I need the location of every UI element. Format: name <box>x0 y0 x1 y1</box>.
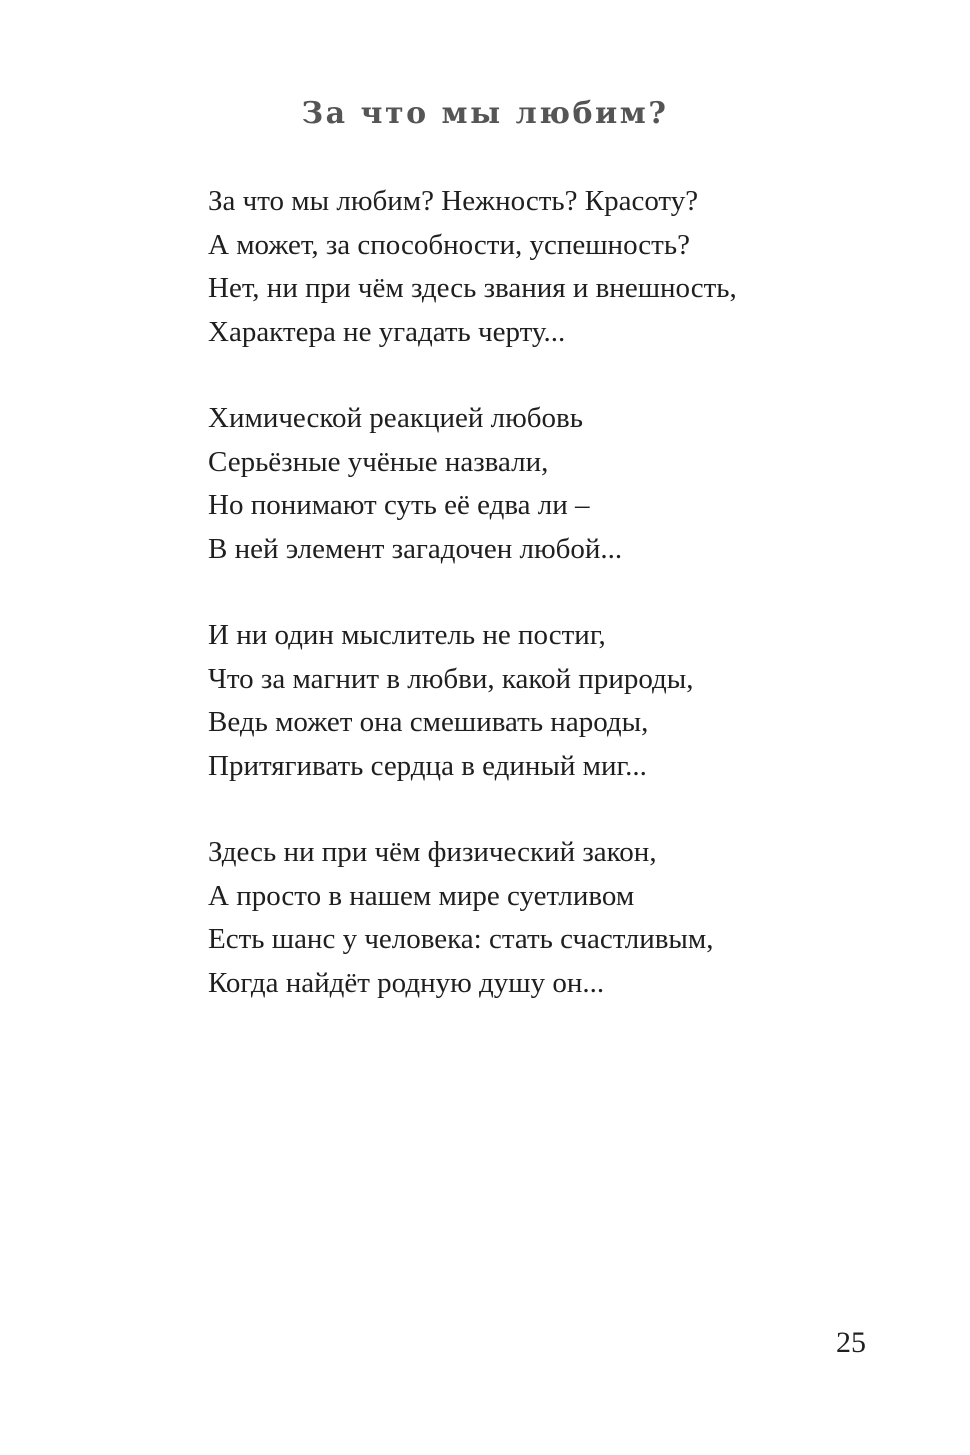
poem-line: Есть шанс у человека: стать счастливым, <box>208 923 714 955</box>
poem-line: За что мы любим? Нежность? Красоту? <box>208 185 699 217</box>
page-number: 25 <box>836 1326 866 1359</box>
poem-line: А может, за способности, успешность? <box>208 228 690 261</box>
poem-line: Что за магнит в любви, какой природы, <box>208 662 694 695</box>
stanza-2 <box>208 397 928 571</box>
stanza-1 <box>208 180 928 354</box>
poem-line: Но понимают суть её едва ли – <box>208 489 590 521</box>
poem-line: Характера не угадать черту... <box>208 315 566 348</box>
poem-line: А просто в нашем мире суетливом <box>208 879 635 912</box>
poem-line: И ни один мыслитель не постиг, <box>208 619 606 651</box>
poem-line: Ведь может она смешивать народы, <box>208 706 649 738</box>
poem-body <box>208 180 928 1048</box>
poem-line: Притягивать сердца в единый миг... <box>208 749 647 782</box>
poem-line: Серьёзные учёные назвали, <box>208 445 549 478</box>
poem-line: В ней элемент загадочен любой... <box>208 532 623 565</box>
poem-line: Химической реакцией любовь <box>208 402 583 434</box>
poem-line: Когда найдёт родную душу он... <box>208 966 605 999</box>
poem-line: Нет, ни при чём здесь звания и внешность, <box>208 272 737 304</box>
stanza-3 <box>208 614 928 788</box>
poem-line: Здесь ни при чём физический закон, <box>208 836 657 868</box>
poem-title: За что мы любим? <box>301 96 669 131</box>
stanza-4 <box>208 831 928 1005</box>
